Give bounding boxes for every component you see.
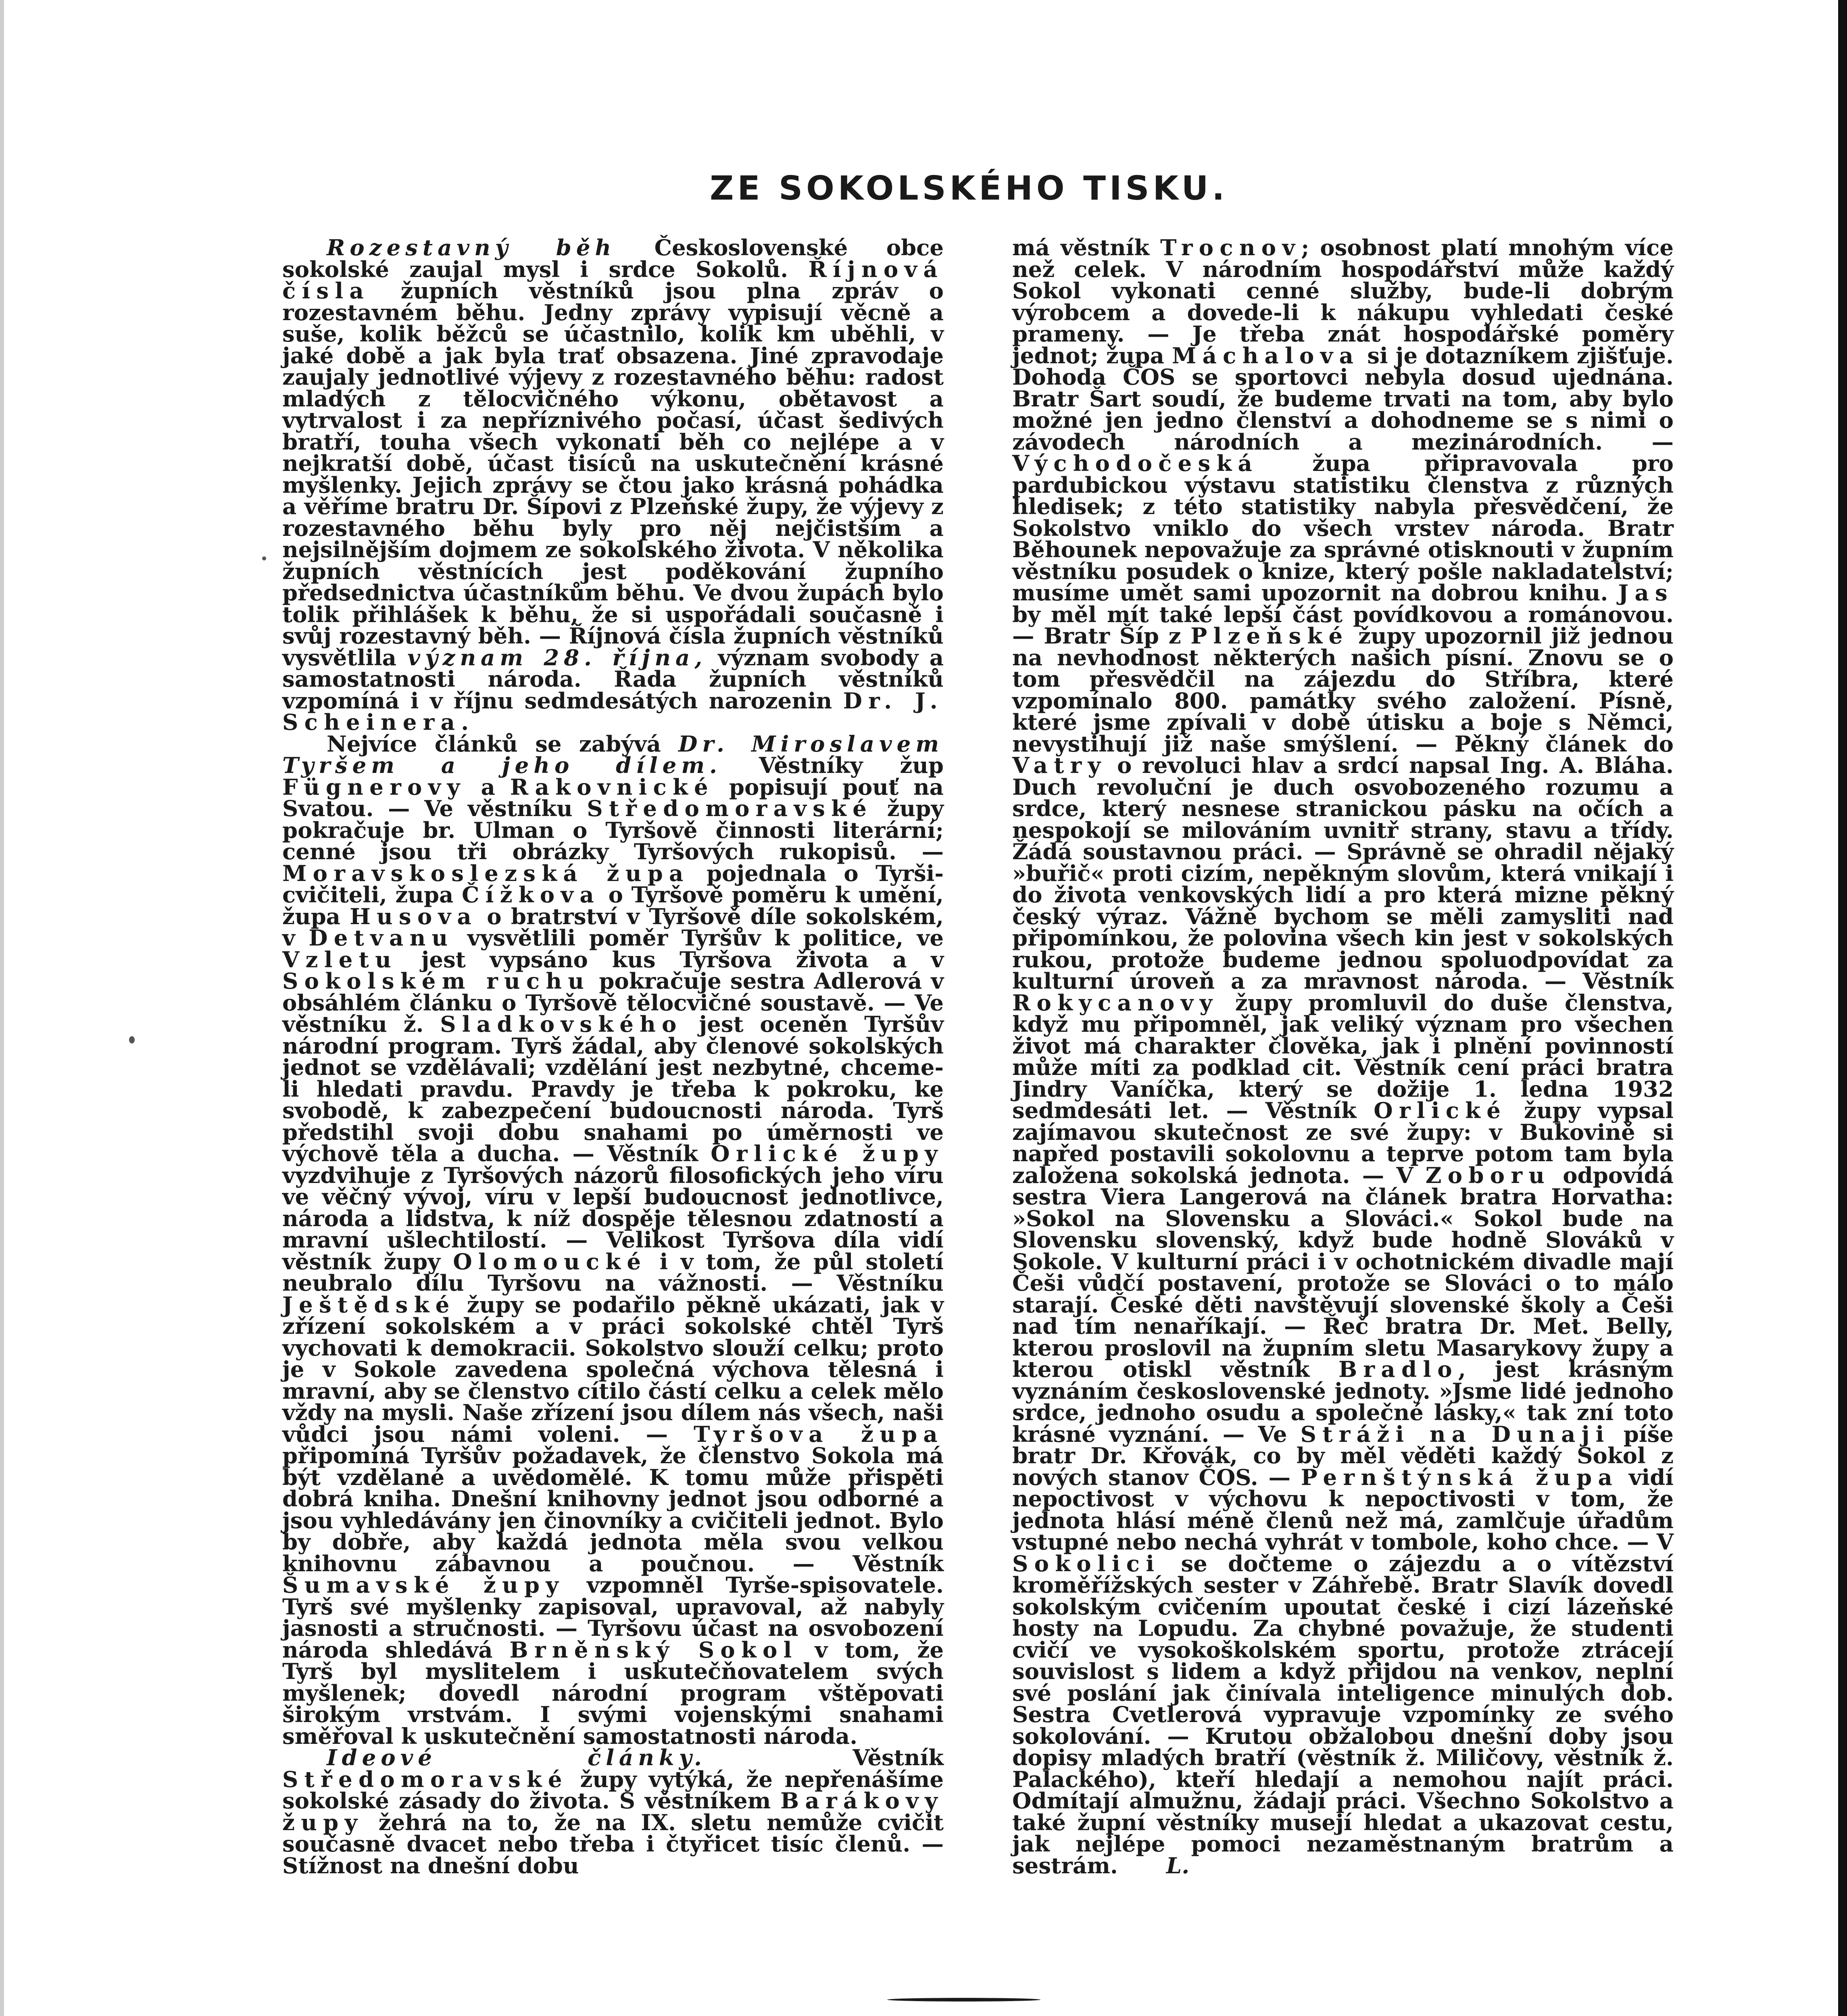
text-span: vyzdvihuje z Tyršových názorů filosofických jeho víru ve věčný vývoj, víru v lepší budoucnost jednotlivce, národa a lidstva, k níž dospěje tělesnou zdatností a mravní ušlechtilostí. — Velikost Tyršova díla vidí věstník župy bbox=[282, 1162, 944, 1275]
text-span: v tom, že Tyrš byl myslitelem i uskutečňovatelem svých myšlenek; dovedl národní program vštěpovati širokým vrstvám. I svými vojenskými snahami směřoval k uskutečnění samostatnosti národa. bbox=[282, 1637, 944, 1749]
text-span: ; osobnost platí mnohým více než celek. V národním hospodářství může každý Sokol vykonati cenné služby, bude-li dobrým výrobcem a dovede-li k nákupu vyhledati české prameny. — Je třeba znát hospodářské poměry jednot; župa bbox=[1012, 235, 1674, 369]
text-span: župa připravovala pro pardubickou výstavu statistiku členstva z různých hledisek; z této statistiky nabyla přesvědčení, že Sokolstvo vniklo do všech vrstev národa. Bratr Běhounek nepovažuje za správné otisknouti v župním věstníku posudek o knize, který pošle nakladatelství; musíme umět sami upozornit na dobrou knihu. bbox=[1012, 450, 1674, 606]
spaced-phrase: Šumavské župy bbox=[282, 1572, 565, 1598]
spaced-phrase: Olomoucké bbox=[453, 1248, 647, 1275]
spaced-phrase: Dr. J. Scheinera. bbox=[282, 687, 944, 735]
text-span: se dočteme o zájezdu a o vítězství kroměřížských sester v Záhřebě. Bratr Slavík dovedl sokolským cvičením upoutat české i cizí lázeňské hosty na Lopudu. Za chybné považuje, že studenti cvičí ve vysokoškolském sportu, protože ztrácejí souvislost s lidem a když přijdou na venkov, neplní své poslání jak činívala inteligence minulých dob. Sestra Cvetlerová vypravuje vzpomínky ze svého sokolování. — Krutou obžalobou dnešní doby jsou dopisy mladých bratří (věstník ž. Miličovy, věstník ž. Palackého), kteří hledají a nemohou najít práci. Odmítají almužnu, žádají práci. Všechno Sokolstvo a také župní věstníky musejí hledat a ukazovat cestu, jak nejlépe pomoci nezaměstnaným bratrům a sestrám. bbox=[1012, 1550, 1674, 1879]
spaced-phrase: Bradlo bbox=[1338, 1356, 1458, 1382]
text-span: vzpomněl Tyrše-spisovatele. Tyrš své myšlenky zapisoval, upravoval, až nabyly jasnosti a stručnosti. — Tyršovu účast na osvobození národa shledává bbox=[282, 1572, 944, 1663]
author-signature: L. bbox=[1166, 1852, 1190, 1879]
page-title: ZE SOKOLSKÉHO TISKU. bbox=[710, 169, 1228, 208]
emphasis-phrase: Dr. Miroslavem Tyršem a jeho dílem. bbox=[282, 731, 944, 778]
spaced-phrase: Vzletu bbox=[282, 946, 397, 973]
text-span: pojednala o Tyrši-cvičiteli, župa bbox=[282, 860, 944, 908]
paragraph-continuation bbox=[1012, 235, 1674, 1879]
spaced-phrase: Detvanu bbox=[309, 925, 454, 951]
text-span: a bbox=[466, 774, 510, 800]
end-rule bbox=[887, 1998, 1040, 2001]
text-span: popisují pouť na Svatou. — Ve věstníku bbox=[282, 774, 944, 821]
spaced-phrase: Čížkova bbox=[461, 882, 600, 908]
spaced-phrase: Brněnský Sokol bbox=[509, 1637, 798, 1663]
spaced-phrase: Husova bbox=[350, 903, 477, 929]
spaced-phrase: Orlické župy bbox=[711, 1141, 944, 1166]
spaced-phrase: Středomoravské bbox=[587, 796, 873, 821]
text-span: župy vytýká, že nepřenášíme sokolské zásady do života. S věstníkem bbox=[282, 1766, 944, 1814]
spaced-phrase: Sokolském ruchu bbox=[282, 968, 590, 994]
spaced-phrase: Plzeňské bbox=[1190, 623, 1349, 649]
text-span: župy vypsal zajímavou skutečnost ze své župy: v Bukovině si napřed postavili sokolovnu a teprve potom tam byla založena sokolská jednota. — V bbox=[1012, 1098, 1674, 1188]
spaced-phrase: Pernštýnská župa bbox=[1301, 1464, 1619, 1490]
text-span: připomíná Tyršův požadavek, že členstvo Sokola má být vzdělané a uvědomělé. K tomu může přispěti dobrá kniha. Dnešní knihovny jednot jsou odborné a jsou vyhledávány jen činovníky a cvičiteli jednot. Bylo by dobře, aby každá jednota měla svou velkou knihovnu zábavnou a poučnou. — Věstník bbox=[282, 1443, 944, 1577]
text-span: , jest krásným vyznáním československé jednoty. »Jsme lidé jednoho srdce, jednoho osudu a společné lásky,« tak zní toto krásné vyznání. — Ve bbox=[1012, 1356, 1674, 1447]
spaced-phrase: Moravskoslezská župa bbox=[282, 860, 690, 886]
spaced-phrase: Stráži na Dunaji bbox=[1300, 1421, 1610, 1447]
spaced-phrase: Orlické bbox=[1374, 1098, 1507, 1123]
text-span: Nejvíce článků se zabývá bbox=[327, 731, 679, 757]
text-span: vysvětlili poměr Tyršův k politice, ve bbox=[454, 925, 944, 951]
spaced-phrase: Sokolici bbox=[1012, 1550, 1161, 1577]
text-span: Československé obce sokolské zaujal mysl i srdce Sokolů. bbox=[282, 235, 944, 282]
text-span: o Tyršově poměru k umění, župa bbox=[282, 882, 944, 929]
text-span: župních věstníků jsou plna zpráv o rozestavném běhu. Jedny zprávy vypisují věcně a suše, kolik běžců se účastnilo, kolik km uběhli, v jaké době a jak byla trať obsazena. Jiné zpravodaje zaujaly jednotlivé výjevy z rozestavného běhu: radost mladých z tělocvičného výkonu, obětavost a vytrvalost i za nepříznivého počasí, účast šedivých bratří, touha všech vykonati běh co nejlépe a v nejkratší době, účast tisíců na uskutečnění krásné myšlenky. Jejich zprávy se čtou jako krásná pohádka a věříme bratru Dr. Šípovi z Plzeňské župy, že výjevy z rozestavného běhu byly pro něj nejčistším a nejsilnějším dojmem ze sokolského života. V několika župních věstnících jest poděkování župního předsednictva účastníkům běhu. Ve dvou župách bylo tolik přihlášek k běhu, že si uspořádali současně i svůj rozestavný běh. — Říjnová čísla župních věstníků vysvětlila bbox=[282, 278, 944, 671]
spaced-phrase: Středomoravské bbox=[282, 1766, 568, 1792]
text-span: župy upozornil již jednou na nevhodnost některých našich písní. Znovu se o tom přesvědčil na zájezdu do Stříbra, které vzpomínalo 800. památky svého založení. Písně, které jsme zpívali v době útisku a boje s Němci, nevystihují již naše smýšlení. — Pěkný článek do bbox=[1012, 623, 1674, 757]
lead-phrase: Ideové články. bbox=[327, 1745, 707, 1770]
spaced-phrase: Jas bbox=[1618, 580, 1674, 606]
left-column bbox=[282, 235, 944, 1879]
spaced-phrase: Zoboru bbox=[1425, 1162, 1551, 1188]
spaced-phrase: Ještědské bbox=[282, 1291, 456, 1318]
text-span: odpovídá sestra Viera Langerová na článek bratra Horvatha: »Sokol na Slovensku a Slováci.« Sokol bude na Slovensku slovenský, když bude hodně Slováků v Sokole. V kulturní práci i v ochotnickém divadle mají Češi vůdčí postavení, protože se Slováci o to málo starají. České děti navštěvují slovenské školy a Češi nad tím nenaříkají. — Řeč bratra Dr. Met. Belly, kterou proslovil na župním sletu Masarykovy župy a kterou otiskl věstník bbox=[1012, 1162, 1674, 1382]
emphasis-phrase: význam 28. října, bbox=[407, 644, 707, 671]
spaced-phrase: Vatry bbox=[1012, 752, 1107, 778]
text-span: si je dotazníkem zjišťuje. Dohoda ČOS se sportovci nebyla dosud ujednána. Bratr Šart soudí, že budeme trvati na tom, aby bylo možné jen jedno členství a dohodneme se s nimi o závodech národních a mezinárodních. — bbox=[1012, 342, 1674, 455]
text-span: župy se podařilo pěkně ukázati, jak v zřízení sokolském a v práci sokolské chtěl Tyrš vychovati k demokracii. Sokolstvo slouží celku; proto je v Sokole zavedena společná výchova tělesná i mravní, aby se členstvo cítilo částí celku a celek mělo vždy na mysli. Naše zřízení jsou dílem nás všech, naši vůdci jsou námi voleni. — bbox=[282, 1291, 944, 1447]
spaced-phrase: Říjnová čísla bbox=[282, 256, 944, 304]
spaced-phrase: Rokycanovy bbox=[1012, 989, 1219, 1016]
spaced-phrase: Barákovy župy bbox=[282, 1788, 944, 1835]
text-span: o bratrství v Tyršově díle sokolském, v bbox=[282, 903, 944, 951]
paragraph-rozestavny-beh bbox=[282, 237, 944, 733]
text-span: žehrá na to, že na IX. sletu nemůže cvičit současně dvacet nebo třeba i čtyřicet tisíc členů. — Stížnost na dnešní dobu bbox=[282, 1809, 944, 1879]
text-span: Věstníky žup bbox=[721, 752, 944, 778]
print-speck bbox=[129, 1036, 135, 1043]
text-span: i v tom, že půl století neubralo dílu Tyršovu na vážnosti. — Věstníku bbox=[282, 1248, 944, 1296]
text-span: pokračuje sestra Adlerová v obsáhlém článku o Tyršově tělocvičné soustavě. — Ve věstníku ž. bbox=[282, 968, 944, 1037]
text-span: má věstník bbox=[1012, 235, 1160, 260]
text-span: vidí nepoctivost v výchovu k nepoctivosti v tom, že jednota hlásí méně členů než má, zamlčuje úřadům vstupné nebo nechá vyhrát v tombole, koho chce. — V bbox=[1012, 1464, 1674, 1555]
spaced-phrase: Trocnov bbox=[1160, 235, 1301, 260]
text-span: Věstník bbox=[706, 1745, 944, 1770]
spaced-phrase: Rakovnické bbox=[510, 774, 714, 800]
text-span: by měl mít také lepší část povídkovou a románovou. — Bratr Šíp z bbox=[1012, 601, 1674, 649]
spaced-phrase: Východočeská bbox=[1012, 450, 1259, 476]
text-span: o revoluci hlav a srdcí napsal Ing. A. Bláha. Duch revoluční je duch osvobozeného rozumu a srdce, který nesnese stranickou pásku na očích a nespokojí se milováním uvnitř strany, stavu a třídy. Žádá soustavnou práci. — Správně se ohradil nějaký »buřič« proti cizím, nepěkným slovům, která vnikají i do života venkovských lidí a pro která mizne pěkný český výraz. Vážně bychom se měli zamysliti nad připomínkou, že polovina všech kin jest v sokolských rukou, protože budeme jednou spoluodpovídat za kulturní úroveň a za mravnost národa. — Věstník bbox=[1012, 752, 1674, 994]
text-span: župy pokračuje br. Ulman o Tyršově činnosti literární; cenné jsou tři obrázky Tyršových rukopisů. — bbox=[282, 796, 944, 864]
text-span: župy promluvil do duše členstva, když mu připomněl, jak veliký význam pro všechen život má charakter člověka, jak i plnění povinností může míti za podklad cit. Věstník cení práci bratra Jindry Vaníčka, který se dožije 1. ledna 1932 sedmdesáti let. — Věstník bbox=[1012, 989, 1674, 1123]
print-speck bbox=[262, 556, 266, 560]
spaced-phrase: Sladkovského bbox=[440, 1011, 683, 1037]
text-span: jest oceněn Tyršův národní program. Tyrš žádal, aby členové sokolských jednot se vzdělávali; vzdělání jest nezbytné, chceme-li hledati pravdu. Pravdy je třeba k pokroku, ke svobodě, k zabezpečení budoucnosti národa. Tyrš předstihl svoji dobu snahami po úměrnosti ve výchově těla a ducha. — Věstník bbox=[282, 1011, 944, 1166]
text-span: jest vypsáno kus Tyršova života a v bbox=[397, 946, 944, 973]
paragraph-ideove-clanky bbox=[282, 1745, 944, 1879]
right-column bbox=[1012, 235, 1674, 1879]
text-span: píše bratr Dr. Křovák, co by měl věděti každý Sokol z nových stanov ČOS. — bbox=[1012, 1421, 1674, 1490]
spaced-phrase: Máchalova bbox=[1172, 342, 1360, 369]
spaced-phrase: Tyršova župa bbox=[693, 1421, 944, 1447]
lead-phrase: Rozestavný běh bbox=[327, 235, 616, 260]
text-span: význam svobody a samostatnosti národa. Řada župních věstníků vzpomíná i v říjnu sedmdesátých narozenin bbox=[282, 644, 944, 714]
spaced-phrase: Fügnerovy bbox=[282, 774, 466, 800]
paragraph-tyrs bbox=[282, 733, 944, 1747]
